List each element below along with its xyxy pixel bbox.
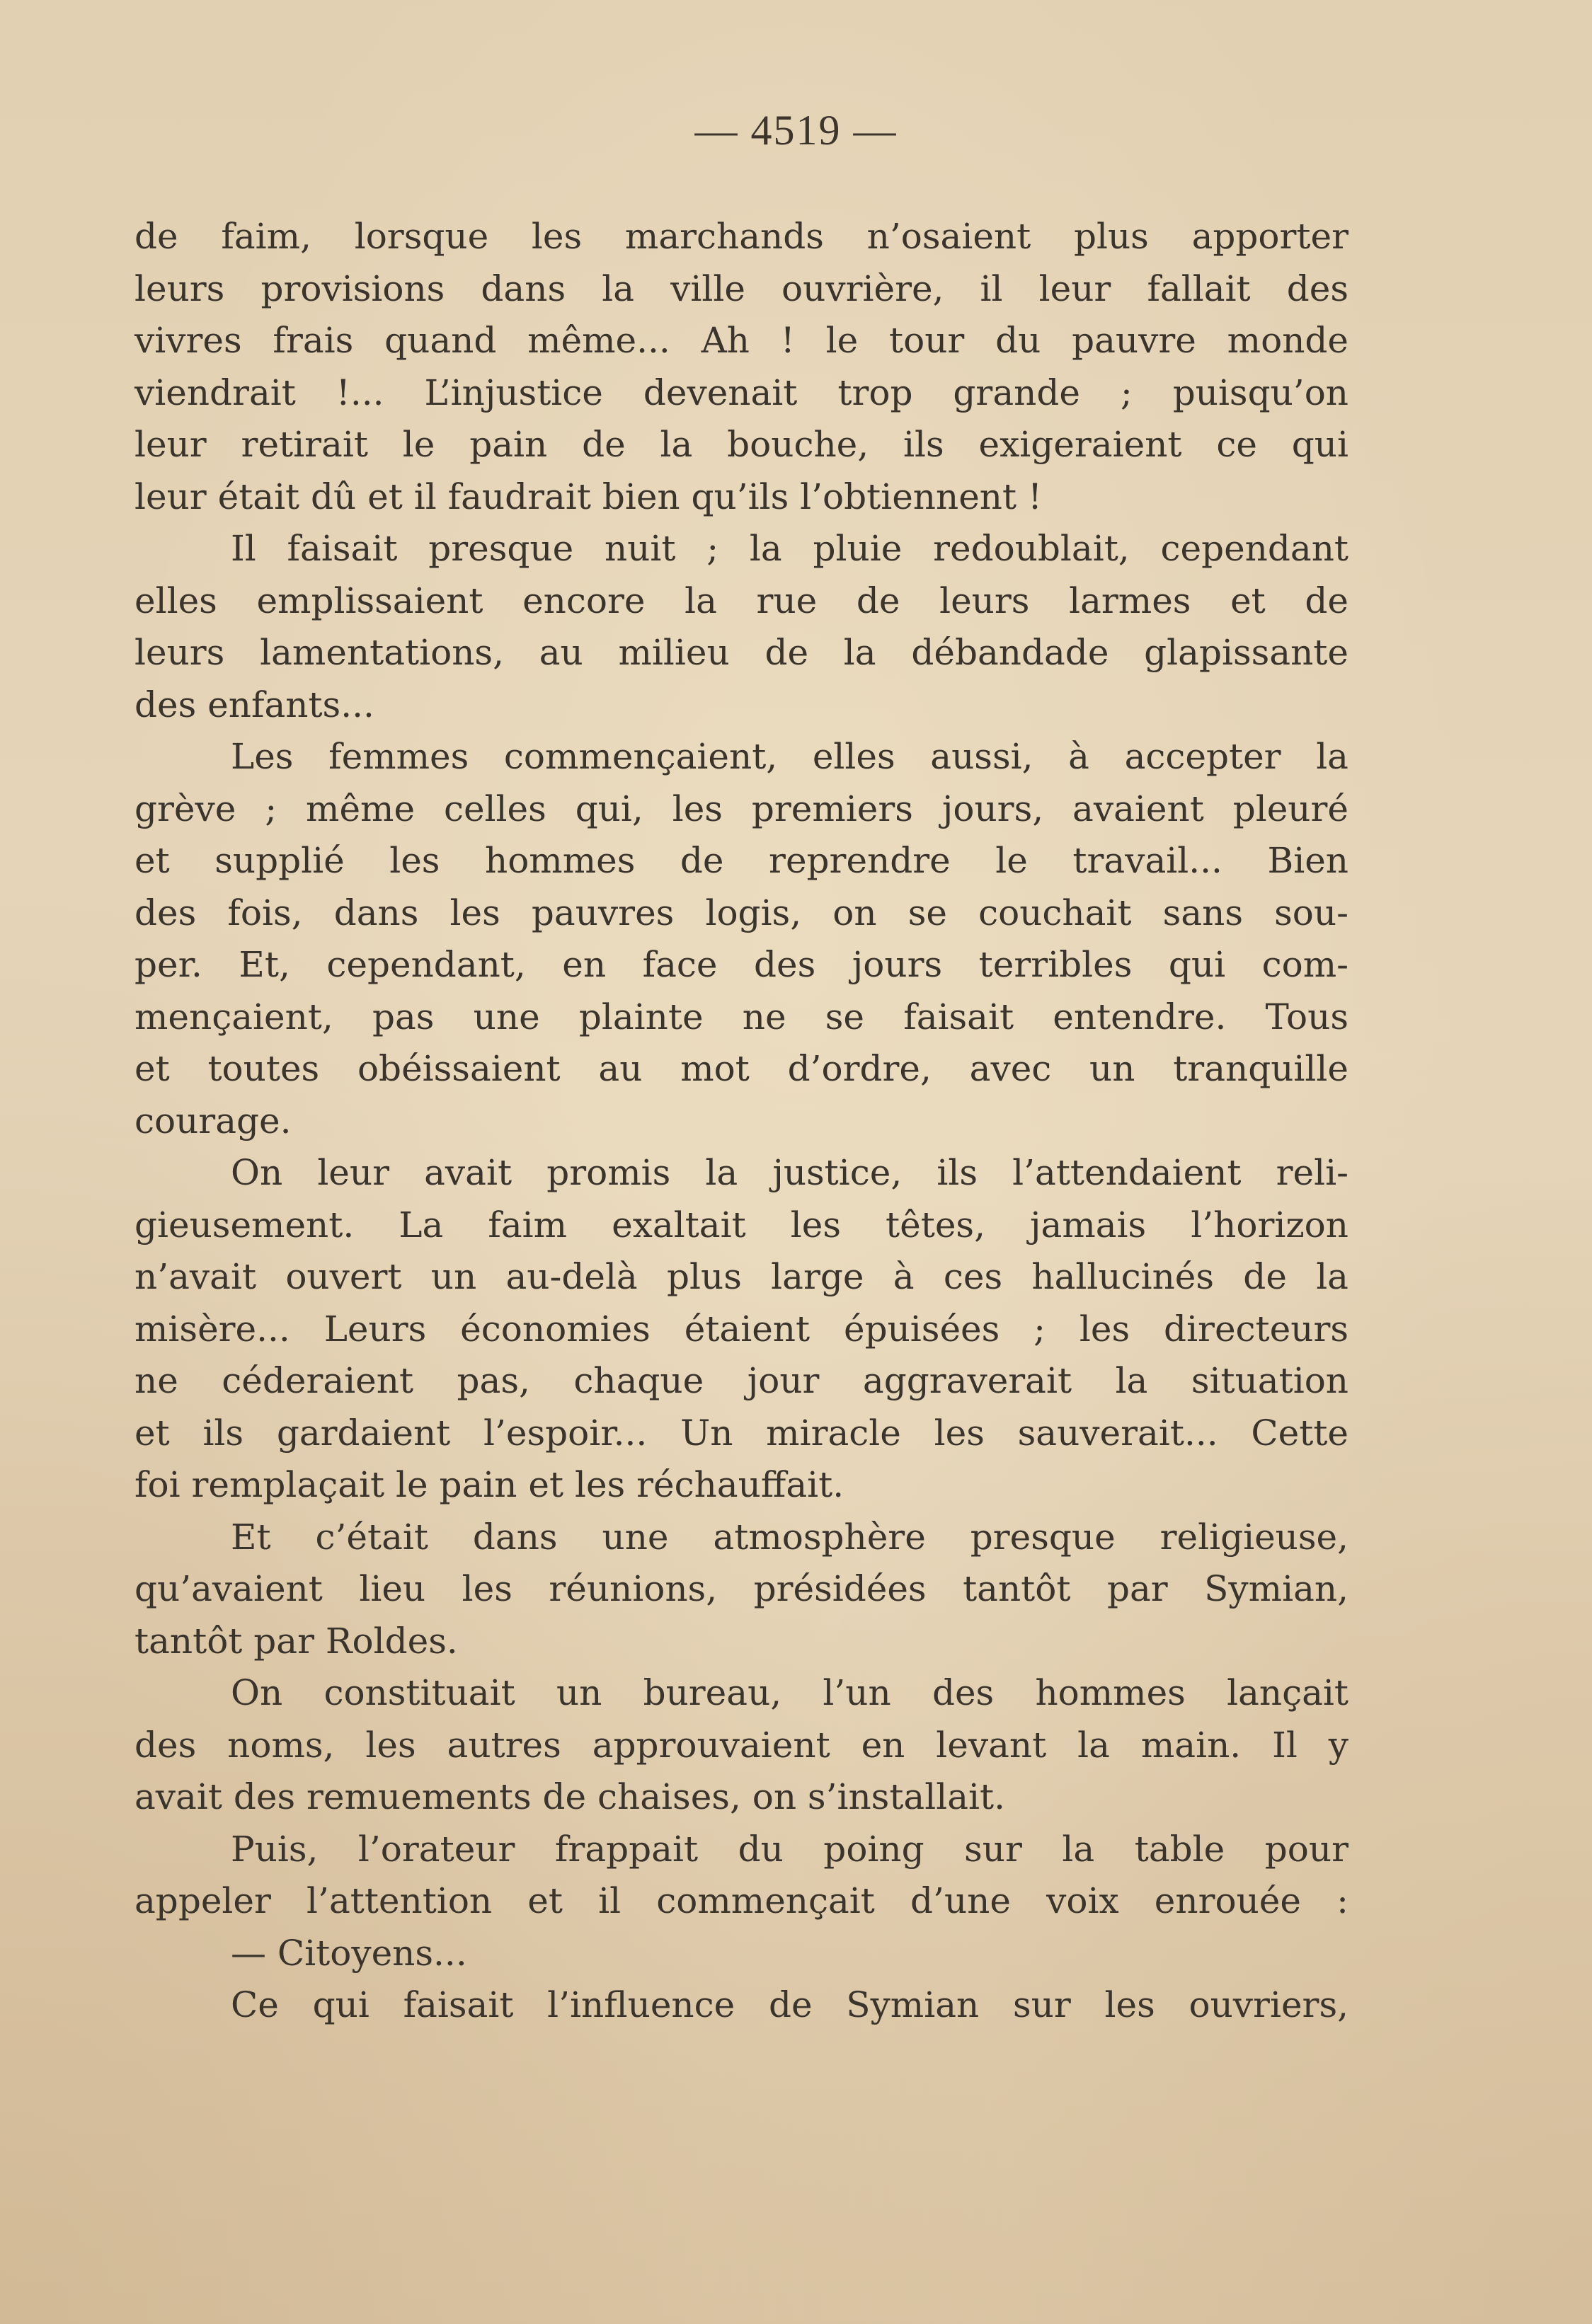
- text-line: elles emplissaient encore la rue de leurs larmes et de: [134, 580, 1348, 621]
- text-line: leur était dû et il faudrait bien qu’ils l’obtiennent !: [134, 476, 1043, 517]
- text-line: foi remplaçait le pain et les réchauffait.: [134, 1464, 844, 1505]
- text-line: leurs provisions dans la ville ouvrière, il leur fallait des: [134, 268, 1348, 309]
- text-line: misère... Leurs économies étaient épuisées ; les directeurs: [134, 1308, 1348, 1350]
- text-line: appeler l’attention et il commençait d’une voix enrouée :: [134, 1880, 1348, 1921]
- text-line: tantôt par Roldes.: [134, 1620, 458, 1662]
- text-line: avait des remuements de chaises, on s’installait.: [134, 1776, 1006, 1817]
- text-line: mençaient, pas une plainte ne se faisait entendre. Tous: [134, 996, 1348, 1037]
- text-line: des fois, dans les pauvres logis, on se couchait sans sou-: [134, 892, 1348, 933]
- text-line: courage.: [134, 1100, 292, 1141]
- text-line: ne céderaient pas, chaque jour aggraverait la situation: [134, 1360, 1348, 1401]
- text-line: Puis, l’orateur frappait du poing sur la table pour: [231, 1828, 1348, 1870]
- text-line: de faim, lorsque les marchands n’osaient plus apporter: [134, 216, 1348, 257]
- text-line: n’avait ouvert un au-delà plus large à ces hallucinés de la: [134, 1256, 1348, 1297]
- text-line: des noms, les autres approuvaient en levant la main. Il y: [134, 1724, 1348, 1766]
- text-line: viendrait !... L’injustice devenait trop grande ; puisqu’on: [134, 372, 1348, 413]
- text-line: et toutes obéissaient au mot d’ordre, avec un tranquille: [134, 1048, 1348, 1089]
- text-line: Il faisait presque nuit ; la pluie redoublait, cependant: [231, 528, 1348, 569]
- text-line: et supplié les hommes de reprendre le travail... Bien: [134, 840, 1348, 881]
- page-number: — 4519 —: [694, 107, 898, 154]
- text-line: leurs lamentations, au milieu de la débandade glapissante: [134, 632, 1348, 673]
- text-line: Ce qui faisait l’influence de Symian sur les ouvriers,: [231, 1984, 1348, 2025]
- text-line: — Citoyens...: [231, 1932, 467, 1974]
- text-line: Et c’était dans une atmosphère presque religieuse,: [231, 1516, 1348, 1558]
- page-body-text: [134, 211, 1348, 2032]
- text-line: grève ; même celles qui, les premiers jours, avaient pleuré: [134, 788, 1348, 829]
- text-line: Les femmes commençaient, elles aussi, à accepter la: [231, 736, 1348, 777]
- text-line: qu’avaient lieu les réunions, présidées tantôt par Symian,: [134, 1568, 1348, 1609]
- text-line: gieusement. La faim exaltait les têtes, jamais l’horizon: [134, 1204, 1348, 1246]
- text-line: per. Et, cependant, en face des jours terribles qui com-: [134, 944, 1348, 985]
- text-line: On constituait un bureau, l’un des hommes lançait: [231, 1672, 1348, 1713]
- text-line: vivres frais quand même... Ah ! le tour du pauvre monde: [134, 320, 1348, 361]
- text-line: des enfants...: [134, 684, 374, 725]
- text-line: et ils gardaient l’espoir... Un miracle les sauverait... Cette: [134, 1412, 1348, 1454]
- text-line: leur retirait le pain de la bouche, ils exigeraient ce qui: [134, 424, 1348, 465]
- text-line: On leur avait promis la justice, ils l’attendaient reli-: [231, 1152, 1348, 1193]
